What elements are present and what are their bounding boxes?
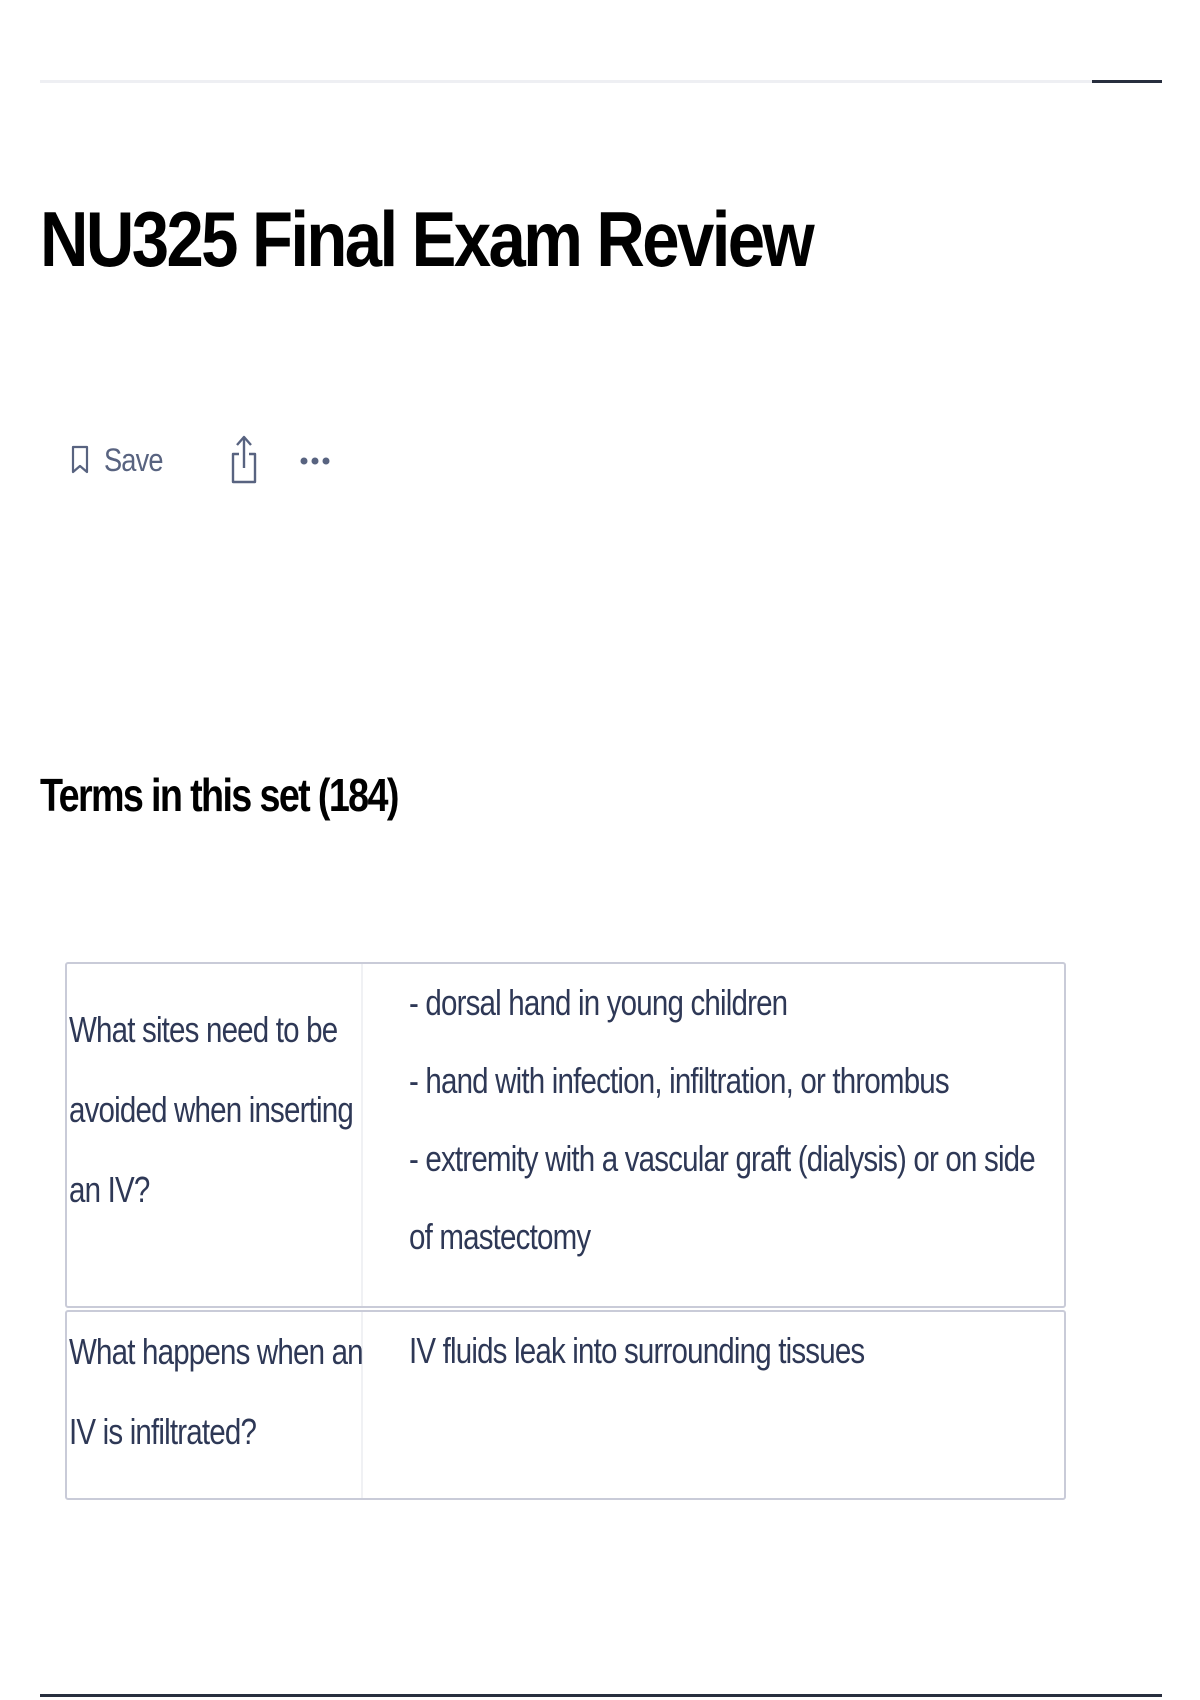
save-button-label: Save [104, 441, 163, 478]
save-button[interactable] [70, 442, 173, 479]
term-definition [363, 1312, 1064, 1498]
share-icon[interactable] [229, 430, 259, 490]
term-text-line: avoided when inserting [69, 1089, 353, 1130]
term-definition [363, 964, 1200, 1306]
term-text-line: What sites need to be [69, 1009, 338, 1050]
header-divider [40, 80, 1092, 83]
page-title: NU325 Final Exam Review [40, 195, 813, 283]
term-text-line: an IV? [69, 1169, 150, 1210]
definition-line: IV fluids leak into surrounding tissues [409, 1330, 865, 1371]
term-card[interactable] [65, 962, 1066, 1308]
more-options-icon[interactable] [299, 454, 331, 466]
term-word [67, 1312, 363, 1498]
term-word [67, 964, 363, 1306]
term-text-line: What happens when an [69, 1331, 363, 1372]
header-divider-accent [1092, 80, 1162, 83]
terms-heading: Terms in this set (184) [40, 769, 398, 821]
definition-line: - dorsal hand in young children [409, 982, 788, 1023]
bookmark-icon [70, 445, 90, 475]
footer-divider [40, 1694, 1162, 1697]
set-actions-toolbar [70, 430, 331, 490]
terms-list [65, 962, 1066, 1500]
term-text-line: IV is infiltrated? [69, 1411, 257, 1452]
definition-line: - extremity with a vascular graft (dialysis) or on side [409, 1138, 1035, 1179]
term-card[interactable] [65, 1310, 1066, 1500]
definition-line: - hand with infection, infiltration, or thrombus [409, 1060, 949, 1101]
definition-line: of mastectomy [409, 1216, 591, 1257]
